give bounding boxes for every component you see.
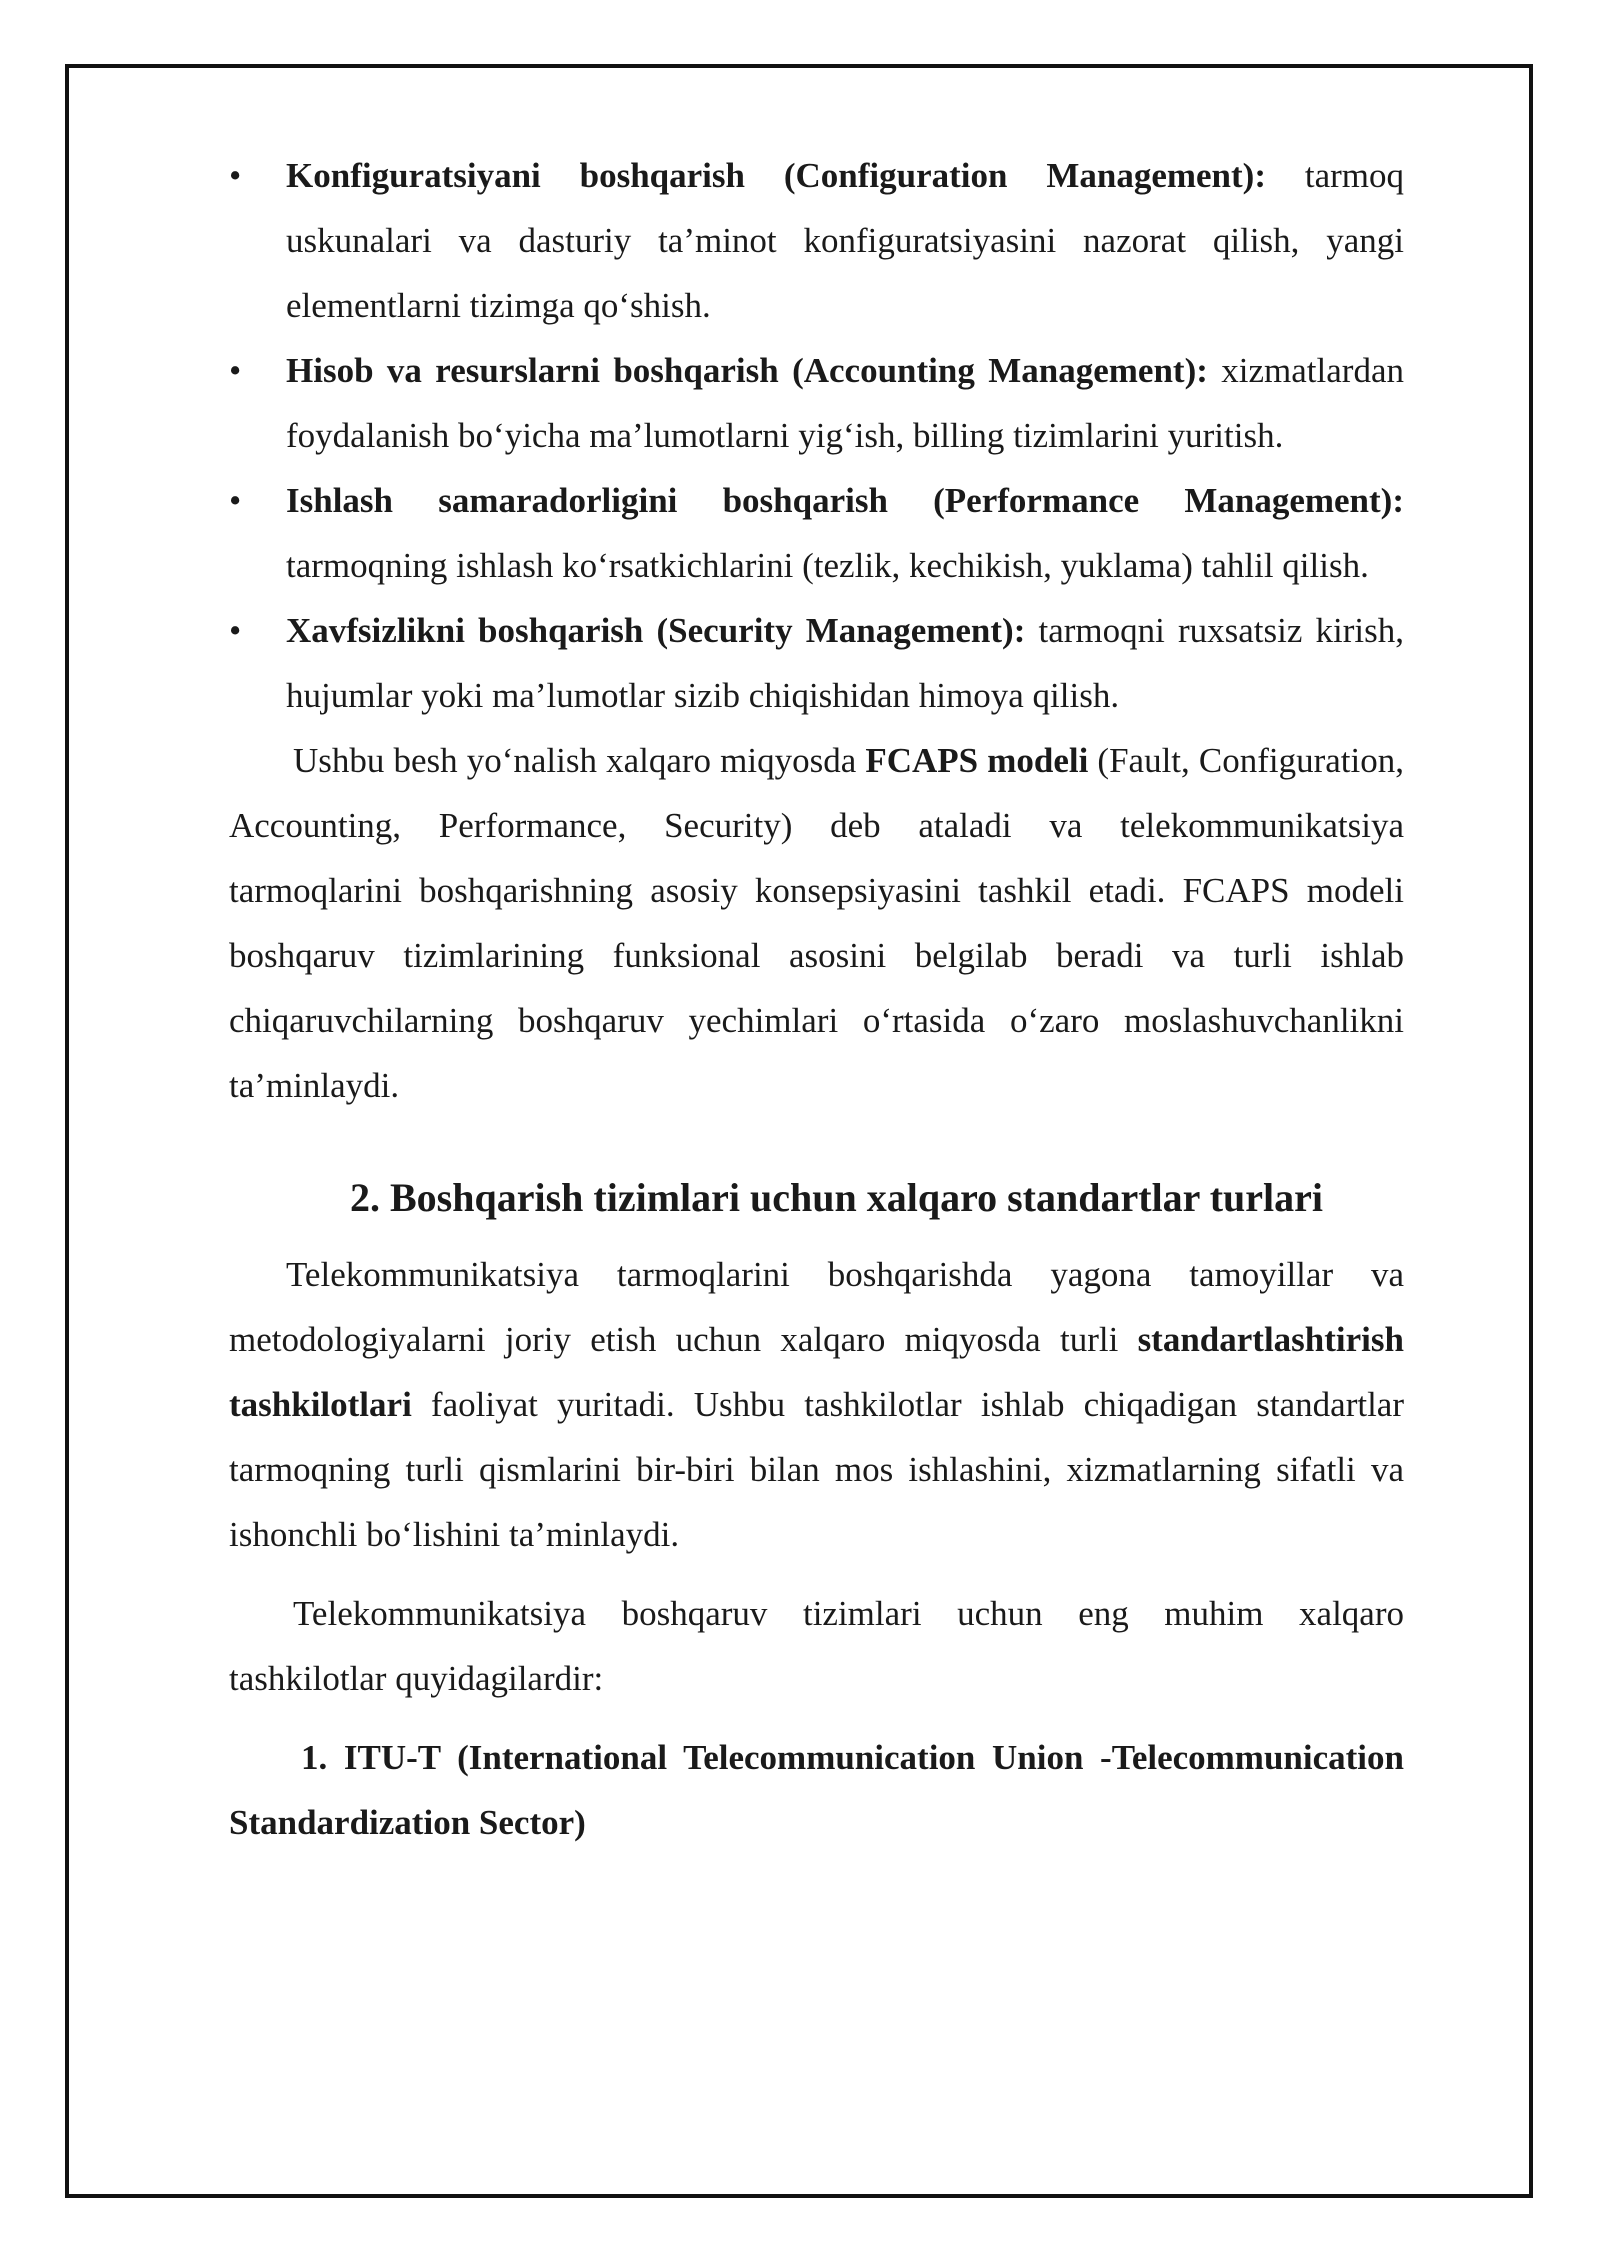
document-body [229,143,1404,1855]
bullet-term: Hisob va resurslarni boshqarish (Accounting Management): [286,351,1208,390]
standards-paragraph-start: Telekommunikatsiya tarmoqlarini boshqarishda yagona tamoyillar va metodologiyalarni joriy etish uchun xalqaro miqyosda turli [229,1255,1404,1359]
standards-orgs-term: standartlashtirish tashkilotlari [229,1320,1404,1424]
standards-paragraph [229,1242,1404,1567]
bullet-icon: • [229,351,242,390]
bullet-icon: • [229,481,242,520]
standards-paragraph-end: faoliyat yuritadi. Ushbu tashkilotlar ishlab chiqadigan standartlar tarmoqning turli qismlarini bir-biri bilan mos ishlashini, xizmatlarning sifatli va ishonchli bo‘lishini ta’minlaydi. [229,1385,1404,1554]
section-heading: 2. Boshqarish tizimlari uchun xalqaro standartlar turlari [349,1175,1324,1220]
list-item [229,468,1404,598]
itu-heading: 1. ITU-T (International Telecommunication Union -Telecommunication Standardization Sector) [229,1738,1404,1842]
bullet-text: tarmoq uskunalari va dasturiy ta’minot konfiguratsiyasini nazorat qilish, yangi elementlarni tizimga qo‘shish. [286,156,1405,325]
list-item [229,338,1404,468]
fcaps-paragraph-end: (Fault, Configuration, Accounting, Performance, Security) deb ataladi va telekommunikatsiya tarmoqlarini boshqarishning asosiy konsepsiyasini tashkil etadi. FCAPS modeli boshqaruv tizimlarining funksional asosini belgilab beradi va turli ishlab chiqaruvchilarning boshqaruv yechimlari o‘rtasida o‘zaro moslashuvchanlikni ta’minlaydi. [229,741,1404,1105]
bullet-text: tarmoqni ruxsatsiz kirish, hujumlar yoki ma’lumotlar sizib chiqishidan himoya qilish. [286,611,1404,715]
bullet-term: Xavfsizlikni boshqarish (Security Management): [286,611,1026,650]
fcaps-paragraph-start: Ushbu besh yo‘nalish xalqaro miqyosda [293,741,866,780]
fcaps-paragraph [229,728,1404,1118]
bullet-text: xizmatlardan foydalanish bo‘yicha ma’lumotlarni yig‘ish, billing tizimlarini yuritish. [286,351,1404,455]
fcaps-model-term: FCAPS modeli [865,741,1089,780]
list-item [229,143,1404,338]
list-item [229,598,1404,728]
bullet-term: Ishlash samaradorligini boshqarish (Performance Management): [286,481,1404,520]
bullet-icon: • [229,611,242,650]
fcaps-bullet-list [229,143,1404,728]
orgs-paragraph: Telekommunikatsiya boshqaruv tizimlari uchun eng muhim xalqaro tashkilotlar quyidagilardir: [229,1594,1404,1698]
bullet-term: Konfiguratsiyani boshqarish (Configuration Management): [286,156,1266,195]
bullet-text: tarmoqning ishlash ko‘rsatkichlarini (tezlik, kechikish, yuklama) tahlil qilish. [286,546,1369,585]
bullet-icon: • [229,156,242,195]
